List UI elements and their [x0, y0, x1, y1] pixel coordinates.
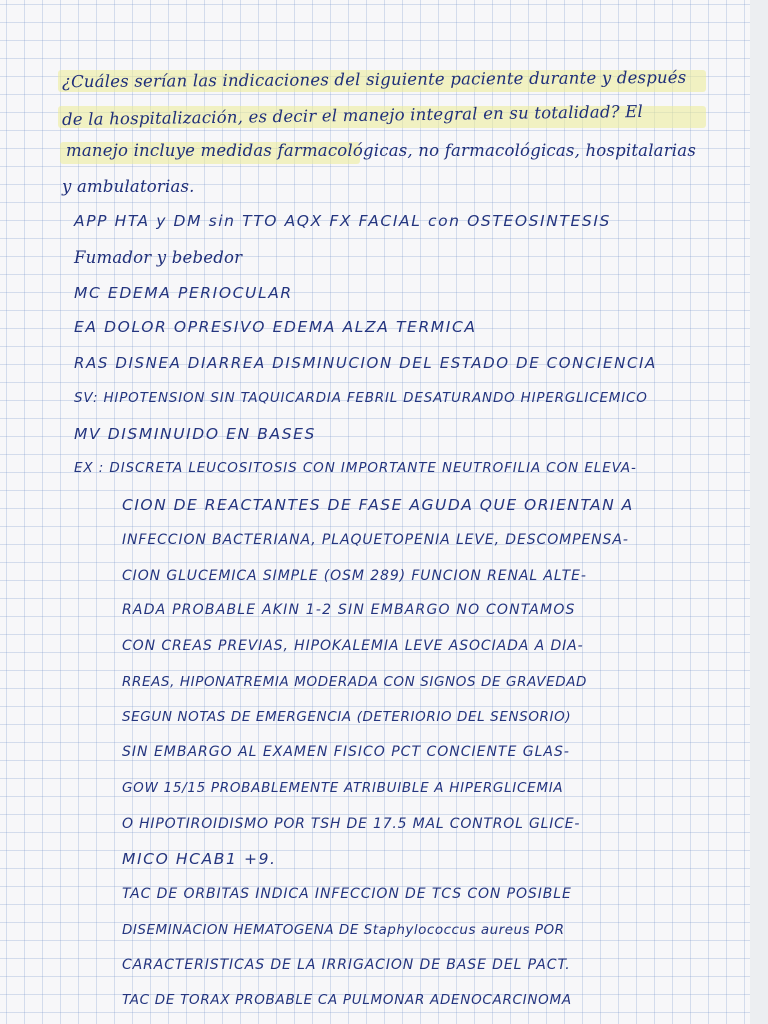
note-line: Fumador y bebedor	[74, 248, 243, 267]
note-line: APP HTA y DM sin TTO AQX FX FACIAL con OSTEOSINTESIS	[74, 212, 611, 230]
note-line: RAS DISNEA DIARREA DISMINUCION DEL ESTADO DE CONCIENCIA	[74, 354, 657, 372]
note-line: CION GLUCEMICA SIMPLE (OSM 289) FUNCION RENAL ALTE-	[122, 568, 587, 584]
note-line: SV: HIPOTENSION SIN TAQUICARDIA FEBRIL DESATURANDO HIPERGLICEMICO	[74, 390, 648, 406]
note-line: TAC DE TORAX PROBABLE CA PULMONAR ADENOCARCINOMA	[122, 992, 572, 1008]
note-line: O HIPOTIROIDISMO POR TSH DE 17.5 MAL CONTROL GLICE-	[122, 816, 581, 832]
note-line: SEGUN NOTAS DE EMERGENCIA (DETERIORIO DEL SENSORIO)	[122, 709, 572, 725]
page-edge	[750, 0, 768, 1024]
note-line: MV DISMINUIDO EN BASES	[74, 425, 316, 443]
note-line: MC EDEMA PERIOCULAR	[74, 284, 293, 302]
note-line: RREAS, HIPONATREMIA MODERADA CON SIGNOS DE GRAVEDAD	[122, 674, 588, 690]
note-line: CION DE REACTANTES DE FASE AGUDA QUE ORIENTAN A	[122, 496, 634, 514]
question-line: y ambulatorias.	[62, 177, 195, 196]
note-line: CARACTERISTICAS DE LA IRRIGACION DE BASE DEL PACT.	[122, 957, 571, 973]
note-line: TAC DE ORBITAS INDICA INFECCION DE TCS CON POSIBLE	[122, 886, 572, 902]
question-line: de la hospitalización, es decir el manejo integral en su totalidad? El	[61, 101, 643, 130]
question-line: ¿Cuáles serían las indicaciones del siguiente paciente durante y después	[61, 67, 687, 92]
note-line: INFECCION BACTERIANA, PLAQUETOPENIA LEVE, DESCOMPENSA-	[122, 532, 629, 548]
note-line: SIN EMBARGO AL EXAMEN FISICO PCT CONCIENTE GLAS-	[122, 744, 570, 760]
note-line: MICO HCAB1 +9.	[122, 850, 277, 868]
note-line: DISEMINACION HEMATOGENA DE Staphylococcus aureus POR	[122, 922, 565, 938]
note-line: EX : DISCRETA LEUCOSITOSIS CON IMPORTANTE NEUTROFILIA CON ELEVA-	[74, 460, 637, 476]
question-line: manejo incluye medidas farmacológicas, no farmacológicas, hospitalarias	[66, 141, 696, 160]
note-line: GOW 15/15 PROBABLEMENTE ATRIBUIBLE A HIPERGLICEMIA	[122, 780, 564, 796]
note-line: EA DOLOR OPRESIVO EDEMA ALZA TERMICA	[74, 318, 477, 336]
note-line: CON CREAS PREVIAS, HIPOKALEMIA LEVE ASOCIADA A DIA-	[122, 638, 584, 654]
note-line: RADA PROBABLE AKIN 1-2 SIN EMBARGO NO CONTAMOS	[122, 602, 576, 618]
